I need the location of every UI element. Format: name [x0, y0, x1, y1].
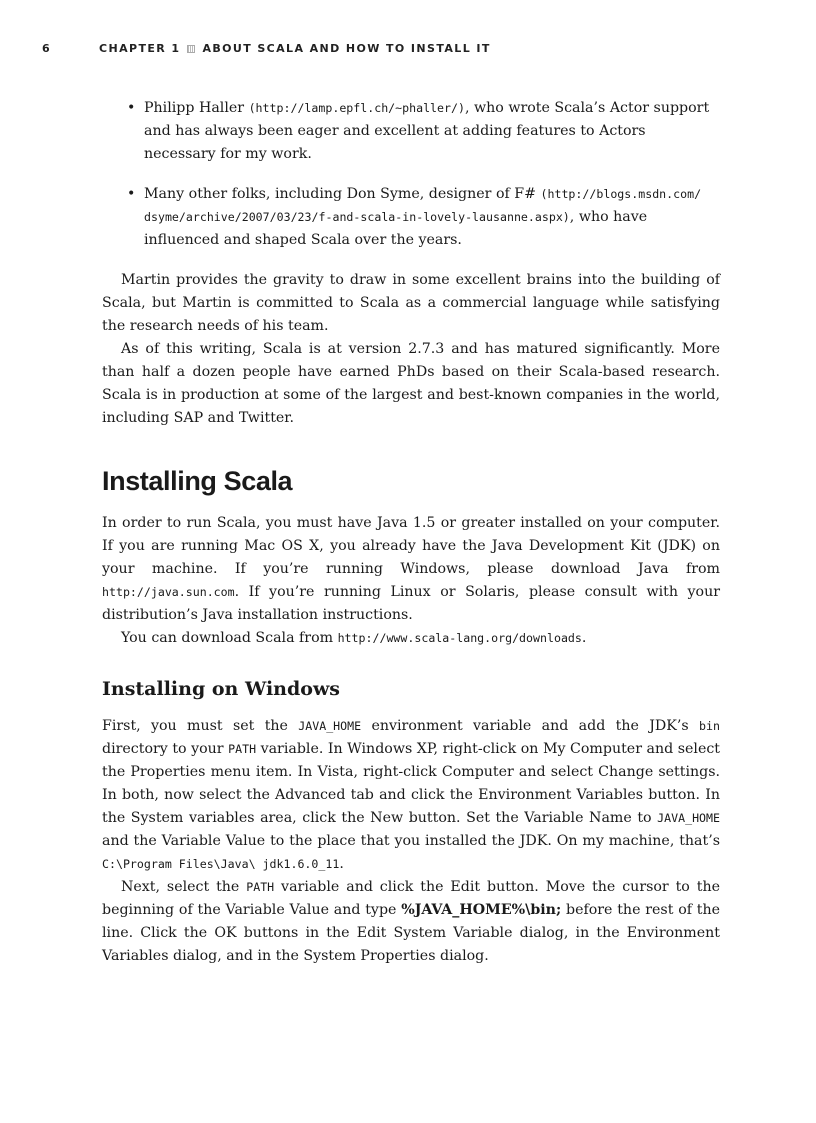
paragraph-text: In order to run Scala, you must have Java 1.5 or greater installed on your computer. If you are running Mac OS X, you already have the Java Development Kit (JDK) on your machine. If you’re running Windows, please download Java from — [102, 515, 720, 577]
hatched-square-icon — [187, 45, 195, 53]
subsection-heading-installing-windows: Installing on Windows — [102, 678, 341, 700]
running-header — [42, 42, 742, 55]
code-text: bin — [699, 719, 720, 733]
paragraph-download — [102, 627, 720, 650]
code-text: PATH — [246, 880, 275, 894]
url-text: (http://blogs.msdn.com/ dsyme/archive/2007/03/23/f-and-scala-in-lovely-lausanne.aspx) — [144, 187, 702, 224]
paragraph-text: environment variable and add the JDK’s — [361, 718, 700, 734]
url-text: (http://lamp.epfl.ch/~phaller/) — [248, 101, 465, 115]
paragraph-text: variable and click the Edit button. Move the cursor to the beginning of the Variable Value and type — [102, 879, 720, 918]
paragraph-text: variable. In Windows XP, right-click on My Computer and select the Properties menu item. In Vista, right-click Computer and select Change settings. In both, now select the Advanced tab and click the Environment Variables button. In the System variables area, click the New button. Set the Variable Name to — [102, 741, 720, 826]
paragraph-gravity: Martin provides the gravity to draw in some excellent brains into the building of Scala, but Martin is committed to Scala as a commercial language while satisfying the research needs of his team. — [102, 272, 720, 334]
paragraph-text: Next, select the — [121, 879, 247, 895]
section-heading-installing-scala: Installing Scala — [102, 466, 293, 496]
paragraph-text: . If you’re running Linux or Solaris, please consult with your distribution’s Java installation instructions. — [102, 584, 720, 623]
url-text: http://www.scala-lang.org/downloads — [337, 631, 582, 645]
paragraph-text: and the Variable Value to the place that you installed the JDK. On my machine, that’s — [102, 833, 720, 849]
page-body — [102, 97, 720, 968]
list-item — [102, 97, 720, 166]
chapter-title: ABOUT SCALA AND HOW TO INSTALL IT — [202, 42, 491, 55]
bold-text: %JAVA_HOME%\bin; — [401, 902, 562, 918]
list-item-text: , who have influenced and shaped Scala over the years. — [144, 209, 648, 248]
code-text: PATH — [228, 742, 257, 756]
list-item-text: Philipp Haller — [144, 100, 249, 116]
paragraph-java-home — [102, 715, 720, 876]
code-text: JAVA_HOME — [298, 719, 362, 733]
paragraph-text: before the rest of the line. Click the OK buttons in the Edit System Variable dialog, in the Environment Variables dialog, and in the System Properties dialog. — [102, 902, 721, 964]
list-item-text: Many other folks, including Don Syme, designer of F# — [144, 186, 541, 202]
page-number: 6 — [42, 42, 52, 55]
code-text: JAVA_HOME — [657, 811, 720, 825]
paragraph-path — [102, 876, 720, 968]
paragraph-text: directory to your — [102, 741, 229, 757]
paragraph-text: You can download Scala from — [121, 630, 338, 646]
paragraph-version: As of this writing, Scala is at version 2.7.3 and has matured significantly. More than half a dozen people have earned PhDs based on their Scala-based research. Scala is in production at some of the largest and best-known companies in the world, including SAP and Twitter. — [102, 341, 720, 426]
acknowledgement-list — [102, 97, 720, 252]
list-item — [102, 183, 720, 252]
bullet-icon: • — [127, 186, 136, 202]
url-text: http://java.sun.com — [102, 585, 235, 599]
list-item-text: , who wrote Scala’s Actor support and has always been eager and excellent at adding features to Actors necessary for my work. — [144, 100, 710, 162]
paragraph-requirements — [102, 512, 720, 627]
paragraph-text: . — [339, 856, 344, 872]
paragraph-text: . — [581, 630, 587, 646]
chapter-label: CHAPTER 1 — [99, 42, 181, 55]
code-text: C:\Program Files\Java\ jdk1.6.0_11 — [102, 857, 340, 871]
paragraph-text: First, you must set the — [102, 718, 299, 734]
bullet-icon: • — [127, 100, 136, 116]
